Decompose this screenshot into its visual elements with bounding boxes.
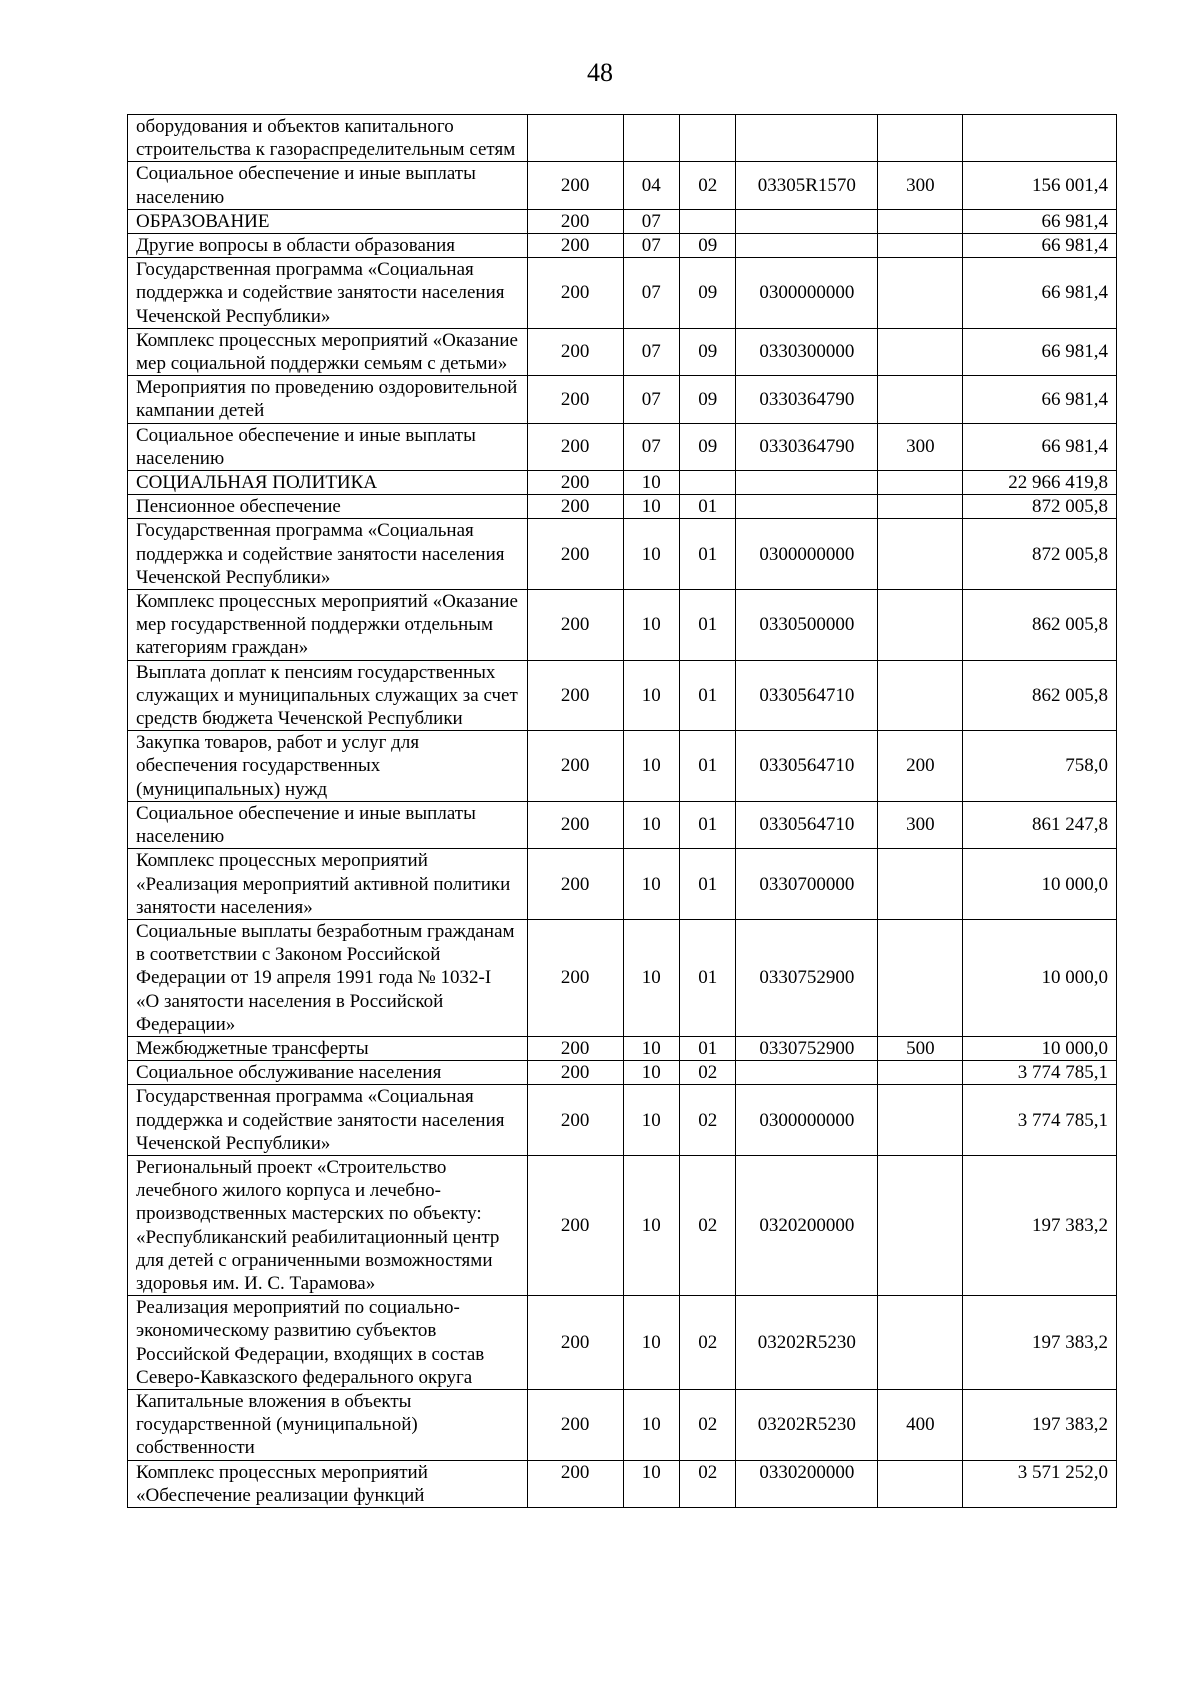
- table-row: [128, 801, 1117, 848]
- cell-subsection: 01: [680, 519, 736, 590]
- cell-grbs: 200: [527, 1085, 623, 1156]
- cell-target-article: 0330364790: [736, 376, 878, 423]
- cell-amount: 66 981,4: [963, 376, 1117, 423]
- cell-expense-type: [878, 1061, 963, 1085]
- cell-amount: 66 981,4: [963, 328, 1117, 375]
- cell-section: 10: [623, 731, 679, 802]
- cell-name: Комплекс процессных мероприятий «Обеспечение реализации функций: [128, 1460, 528, 1507]
- cell-name: Мероприятия по проведению оздоровительной кампании детей: [128, 376, 528, 423]
- table-row: [128, 1085, 1117, 1156]
- cell-grbs: 200: [527, 849, 623, 920]
- cell-section: 07: [623, 376, 679, 423]
- cell-target-article: 03202R5230: [736, 1389, 878, 1460]
- cell-subsection: 02: [680, 1085, 736, 1156]
- cell-name: Социальное обеспечение и иные выплаты населению: [128, 801, 528, 848]
- cell-amount: 66 981,4: [963, 209, 1117, 233]
- cell-grbs: 200: [527, 660, 623, 731]
- cell-name: Другие вопросы в области образования: [128, 234, 528, 258]
- cell-grbs: 200: [527, 209, 623, 233]
- table-row: [128, 258, 1117, 329]
- cell-grbs: 200: [527, 1061, 623, 1085]
- cell-expense-type: 300: [878, 423, 963, 470]
- table-row: [128, 660, 1117, 731]
- cell-amount: 66 981,4: [963, 234, 1117, 258]
- cell-name: Государственная программа «Социальная поддержка и содействие занятости населения Чеченской Республики»: [128, 1085, 528, 1156]
- cell-expense-type: [878, 234, 963, 258]
- cell-amount: 197 383,2: [963, 1389, 1117, 1460]
- cell-grbs: 200: [527, 801, 623, 848]
- cell-name: Социальное обеспечение и иные выплаты населению: [128, 162, 528, 209]
- cell-amount: 156 001,4: [963, 162, 1117, 209]
- cell-amount: 10 000,0: [963, 919, 1117, 1036]
- cell-name: Комплекс процессных мероприятий «Реализация мероприятий активной политики занятости населения»: [128, 849, 528, 920]
- cell-section: 10: [623, 919, 679, 1036]
- cell-amount: 861 247,8: [963, 801, 1117, 848]
- cell-section: 07: [623, 328, 679, 375]
- cell-name: Реализация мероприятий по социально-экономическому развитию субъектов Российской Федерации, входящих в состав Северо-Кавказского федерального округа: [128, 1296, 528, 1390]
- cell-subsection: [680, 209, 736, 233]
- cell-target-article: 0330364790: [736, 423, 878, 470]
- cell-section: 07: [623, 209, 679, 233]
- cell-target-article: 0320200000: [736, 1155, 878, 1295]
- table-row: [128, 328, 1117, 375]
- cell-expense-type: [878, 495, 963, 519]
- cell-name: Социальные выплаты безработным гражданам в соответствии с Законом Российской Федерации от 19 апреля 1991 года № 1032-I «О занятости населения в Российской Федерации»: [128, 919, 528, 1036]
- cell-expense-type: [878, 519, 963, 590]
- cell-amount: 3 774 785,1: [963, 1085, 1117, 1156]
- cell-amount: 872 005,8: [963, 495, 1117, 519]
- cell-expense-type: [878, 471, 963, 495]
- cell-grbs: 200: [527, 162, 623, 209]
- cell-section: 10: [623, 495, 679, 519]
- cell-target-article: 0330564710: [736, 801, 878, 848]
- cell-subsection: 01: [680, 801, 736, 848]
- cell-target-article: [736, 1061, 878, 1085]
- cell-name: Комплекс процессных мероприятий «Оказание мер социальной поддержки семьям с детьми»: [128, 328, 528, 375]
- cell-expense-type: [878, 1155, 963, 1295]
- cell-expense-type: 200: [878, 731, 963, 802]
- cell-name: СОЦИАЛЬНАЯ ПОЛИТИКА: [128, 471, 528, 495]
- cell-grbs: 200: [527, 234, 623, 258]
- cell-expense-type: [878, 1460, 963, 1507]
- table-row: [128, 1460, 1117, 1507]
- cell-section: 10: [623, 849, 679, 920]
- cell-expense-type: [878, 209, 963, 233]
- cell-grbs: 200: [527, 590, 623, 661]
- cell-target-article: 0330200000: [736, 1460, 878, 1507]
- cell-section: 10: [623, 1085, 679, 1156]
- cell-section: 10: [623, 590, 679, 661]
- cell-subsection: 02: [680, 1389, 736, 1460]
- cell-amount: 66 981,4: [963, 423, 1117, 470]
- cell-expense-type: [878, 1085, 963, 1156]
- cell-expense-type: [878, 590, 963, 661]
- cell-subsection: 01: [680, 590, 736, 661]
- page-number: 48: [587, 58, 613, 87]
- cell-subsection: 01: [680, 849, 736, 920]
- cell-target-article: 0330564710: [736, 731, 878, 802]
- cell-grbs: 200: [527, 258, 623, 329]
- cell-section: 10: [623, 1155, 679, 1295]
- cell-subsection: 09: [680, 258, 736, 329]
- cell-section: 10: [623, 1061, 679, 1085]
- cell-target-article: 0300000000: [736, 258, 878, 329]
- cell-amount: 862 005,8: [963, 590, 1117, 661]
- table-row: [128, 162, 1117, 209]
- cell-subsection: 01: [680, 1036, 736, 1060]
- cell-name: Государственная программа «Социальная поддержка и содействие занятости населения Чеченской Республики»: [128, 258, 528, 329]
- table-row: [128, 234, 1117, 258]
- table-row: [128, 209, 1117, 233]
- cell-subsection: 09: [680, 423, 736, 470]
- cell-amount: 758,0: [963, 731, 1117, 802]
- cell-amount: 10 000,0: [963, 1036, 1117, 1060]
- cell-section: 07: [623, 258, 679, 329]
- cell-section: [623, 115, 679, 162]
- table-row: [128, 519, 1117, 590]
- cell-section: 10: [623, 801, 679, 848]
- cell-section: 10: [623, 660, 679, 731]
- table-row: [128, 849, 1117, 920]
- cell-target-article: 0330500000: [736, 590, 878, 661]
- cell-expense-type: [878, 849, 963, 920]
- cell-name: Региональный проект «Строительство лечебного жилого корпуса и лечебно-производственных мастерских по объекту: «Республиканский реабилитационный центр для детей с ограниченными возможностями здоровья им. И. С. Тарамова»: [128, 1155, 528, 1295]
- cell-subsection: 09: [680, 328, 736, 375]
- cell-name: Государственная программа «Социальная поддержка и содействие занятости населения Чеченской Республики»: [128, 519, 528, 590]
- cell-section: 10: [623, 1389, 679, 1460]
- cell-grbs: 200: [527, 919, 623, 1036]
- table-row: [128, 471, 1117, 495]
- cell-subsection: 02: [680, 1061, 736, 1085]
- table-row: [128, 1389, 1117, 1460]
- cell-grbs: 200: [527, 376, 623, 423]
- budget-table: [127, 114, 1117, 1508]
- cell-subsection: 02: [680, 162, 736, 209]
- cell-subsection: [680, 115, 736, 162]
- cell-name: Закупка товаров, работ и услуг для обеспечения государственных (муниципальных) нужд: [128, 731, 528, 802]
- cell-grbs: 200: [527, 471, 623, 495]
- cell-subsection: 09: [680, 376, 736, 423]
- cell-grbs: 200: [527, 519, 623, 590]
- cell-target-article: [736, 115, 878, 162]
- cell-grbs: 200: [527, 1036, 623, 1060]
- table-row: [128, 495, 1117, 519]
- cell-name: Пенсионное обеспечение: [128, 495, 528, 519]
- cell-name: Капитальные вложения в объекты государственной (муниципальной) собственности: [128, 1389, 528, 1460]
- cell-expense-type: [878, 115, 963, 162]
- cell-target-article: 0330564710: [736, 660, 878, 731]
- cell-grbs: 200: [527, 328, 623, 375]
- cell-target-article: 03305R1570: [736, 162, 878, 209]
- cell-amount: [963, 115, 1117, 162]
- cell-grbs: 200: [527, 495, 623, 519]
- cell-name: Выплата доплат к пенсиям государственных служащих и муниципальных служащих за счет средств бюджета Чеченской Республики: [128, 660, 528, 731]
- cell-amount: 197 383,2: [963, 1155, 1117, 1295]
- cell-expense-type: 300: [878, 162, 963, 209]
- cell-expense-type: 500: [878, 1036, 963, 1060]
- cell-amount: 862 005,8: [963, 660, 1117, 731]
- cell-target-article: [736, 209, 878, 233]
- cell-expense-type: [878, 376, 963, 423]
- cell-section: 04: [623, 162, 679, 209]
- cell-subsection: 01: [680, 495, 736, 519]
- table-row: [128, 590, 1117, 661]
- cell-amount: 66 981,4: [963, 258, 1117, 329]
- cell-amount: 3 774 785,1: [963, 1061, 1117, 1085]
- cell-target-article: [736, 234, 878, 258]
- table-row: [128, 376, 1117, 423]
- cell-target-article: 0330300000: [736, 328, 878, 375]
- cell-section: 07: [623, 423, 679, 470]
- cell-amount: 872 005,8: [963, 519, 1117, 590]
- cell-target-article: 0330700000: [736, 849, 878, 920]
- cell-amount: 197 383,2: [963, 1296, 1117, 1390]
- cell-grbs: 200: [527, 1460, 623, 1507]
- cell-target-article: [736, 495, 878, 519]
- cell-expense-type: [878, 1296, 963, 1390]
- table-row: [128, 1296, 1117, 1390]
- cell-target-article: 03202R5230: [736, 1296, 878, 1390]
- cell-grbs: 200: [527, 1389, 623, 1460]
- cell-expense-type: [878, 919, 963, 1036]
- cell-subsection: 01: [680, 919, 736, 1036]
- table-row: [128, 1061, 1117, 1085]
- cell-section: 10: [623, 519, 679, 590]
- cell-section: 10: [623, 1296, 679, 1390]
- cell-subsection: 09: [680, 234, 736, 258]
- table-row: [128, 919, 1117, 1036]
- cell-amount: 3 571 252,0: [963, 1460, 1117, 1507]
- cell-section: 10: [623, 1460, 679, 1507]
- cell-subsection: [680, 471, 736, 495]
- cell-target-article: 0330752900: [736, 1036, 878, 1060]
- cell-subsection: 01: [680, 660, 736, 731]
- cell-target-article: [736, 471, 878, 495]
- cell-grbs: 200: [527, 1296, 623, 1390]
- cell-subsection: 02: [680, 1296, 736, 1390]
- cell-grbs: 200: [527, 731, 623, 802]
- cell-target-article: 0300000000: [736, 519, 878, 590]
- cell-amount: 10 000,0: [963, 849, 1117, 920]
- cell-name: Межбюджетные трансферты: [128, 1036, 528, 1060]
- cell-subsection: 01: [680, 731, 736, 802]
- cell-grbs: 200: [527, 1155, 623, 1295]
- cell-target-article: 0330752900: [736, 919, 878, 1036]
- cell-expense-type: [878, 258, 963, 329]
- cell-grbs: [527, 115, 623, 162]
- table-row: [128, 1036, 1117, 1060]
- cell-section: 10: [623, 471, 679, 495]
- cell-name: Социальное обслуживание населения: [128, 1061, 528, 1085]
- table-row: [128, 115, 1117, 162]
- table-row: [128, 731, 1117, 802]
- cell-amount: 22 966 419,8: [963, 471, 1117, 495]
- cell-subsection: 02: [680, 1460, 736, 1507]
- cell-section: 07: [623, 234, 679, 258]
- cell-expense-type: [878, 328, 963, 375]
- cell-expense-type: 400: [878, 1389, 963, 1460]
- cell-name: Комплекс процессных мероприятий «Оказание мер государственной поддержки отдельным категориям граждан»: [128, 590, 528, 661]
- cell-name: оборудования и объектов капитального строительства к газораспределительным сетям: [128, 115, 528, 162]
- cell-name: Социальное обеспечение и иные выплаты населению: [128, 423, 528, 470]
- cell-section: 10: [623, 1036, 679, 1060]
- cell-expense-type: [878, 660, 963, 731]
- cell-grbs: 200: [527, 423, 623, 470]
- cell-name: ОБРАЗОВАНИЕ: [128, 209, 528, 233]
- table-row: [128, 1155, 1117, 1295]
- cell-expense-type: 300: [878, 801, 963, 848]
- budget-table-body: [128, 115, 1117, 1508]
- cell-target-article: 0300000000: [736, 1085, 878, 1156]
- table-row: [128, 423, 1117, 470]
- cell-subsection: 02: [680, 1155, 736, 1295]
